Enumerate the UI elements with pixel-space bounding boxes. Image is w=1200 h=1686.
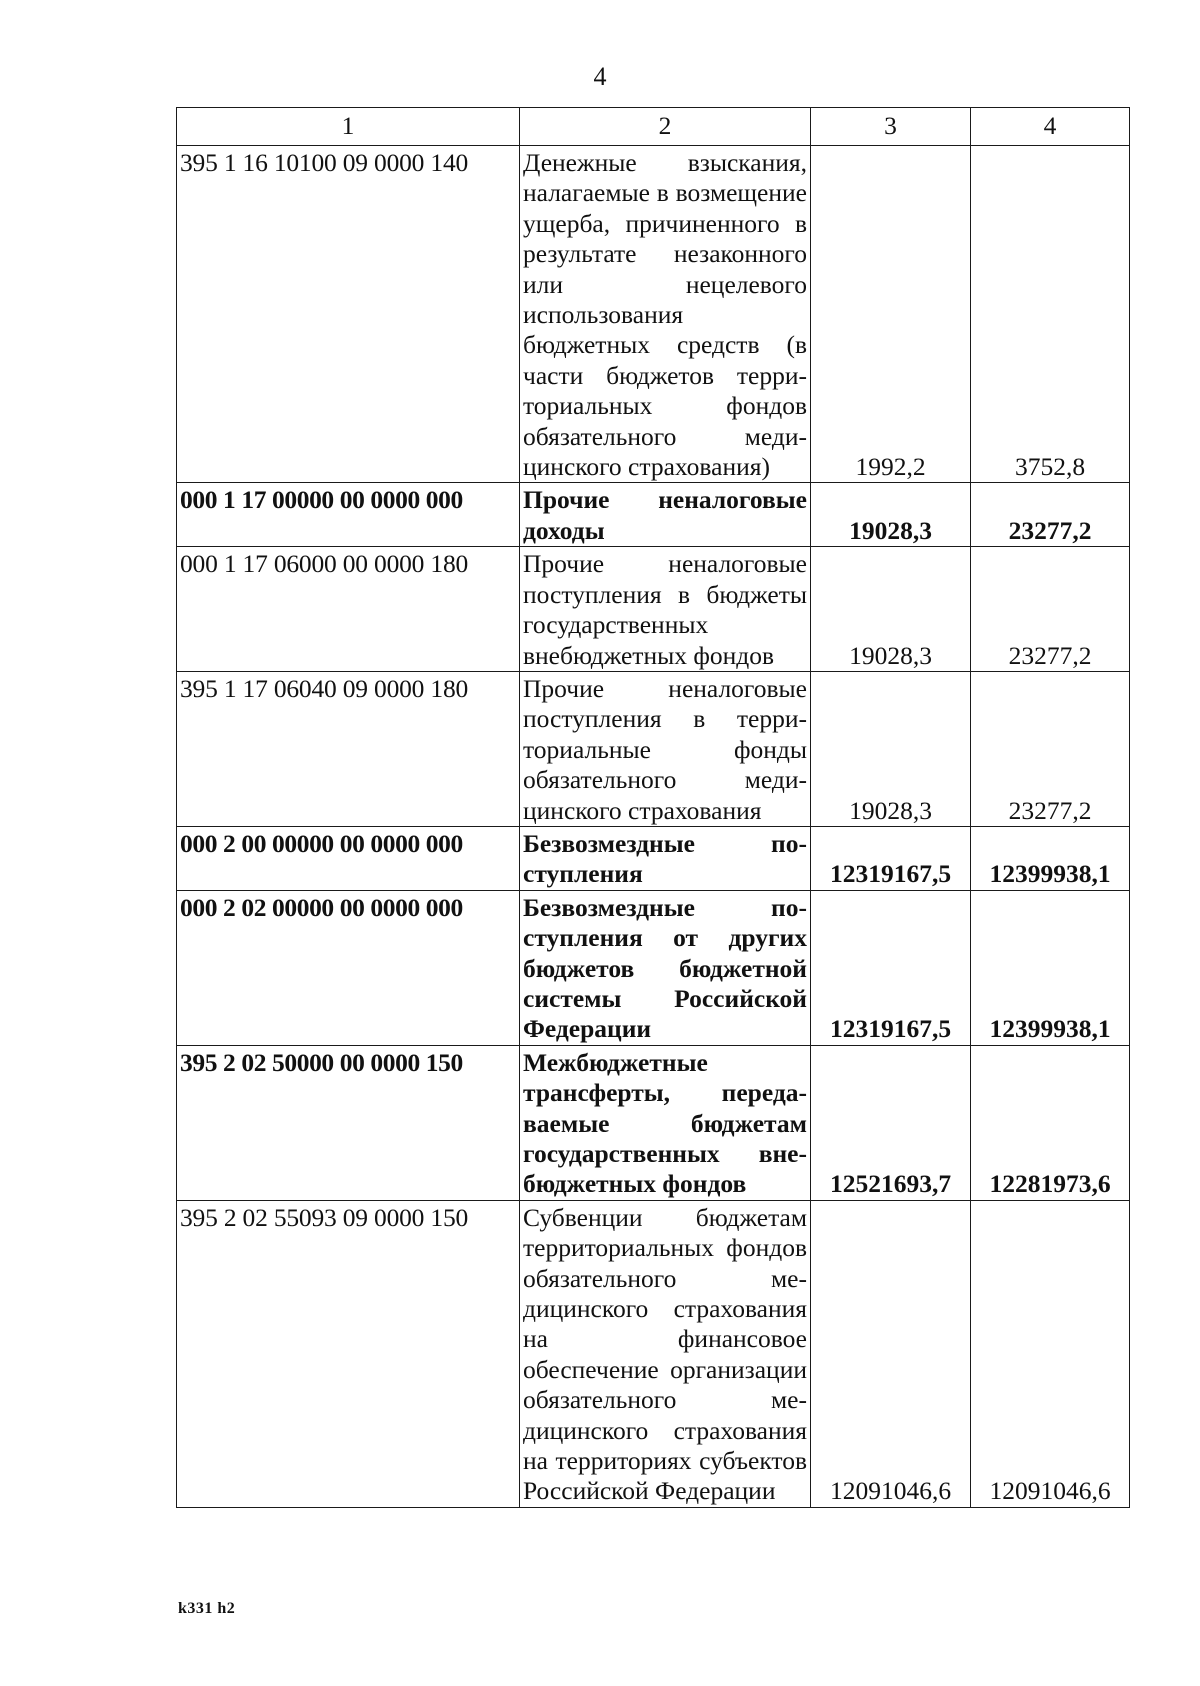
- table-row: [177, 890, 1130, 1045]
- table-row: [177, 483, 1130, 547]
- revenue-name-cell: Прочие неналоговые доходы: [520, 483, 811, 547]
- budget-code-cell: 395 1 16 10100 09 0000 140: [177, 146, 520, 483]
- value-column-4-cell: 12281973,6: [971, 1045, 1130, 1200]
- header-column-3: 3: [811, 108, 971, 146]
- value-column-3-cell: 19028,3: [811, 483, 971, 547]
- document-tag: k331 h2: [178, 1600, 236, 1617]
- header-column-2: 2: [520, 108, 811, 146]
- value-column-3-cell: 19028,3: [811, 671, 971, 826]
- value-column-4-cell: 3752,8: [971, 146, 1130, 483]
- budget-code-cell: 395 1 17 06040 09 0000 180: [177, 671, 520, 826]
- budget-code-cell: 000 1 17 00000 00 0000 000: [177, 483, 520, 547]
- header-column-1: 1: [177, 108, 520, 146]
- value-column-4-cell: 12399938,1: [971, 890, 1130, 1045]
- table-row: [177, 146, 1130, 483]
- value-column-3-cell: 12319167,5: [811, 890, 971, 1045]
- value-column-3-cell: 12521693,7: [811, 1045, 971, 1200]
- table-header-row: [177, 108, 1130, 146]
- revenue-name-cell: Субвенции бюджетам территориальных фондов обязательного медицинского страхования на финансовое обеспечение организации обязательного медицинского страхования на территориях субъектов Российской Федерации: [520, 1200, 811, 1507]
- value-column-3-cell: 12319167,5: [811, 826, 971, 890]
- revenue-name-cell: Прочие неналоговые поступления в бюджеты государственных внебюджетных фондов: [520, 547, 811, 672]
- value-column-3-cell: 1992,2: [811, 146, 971, 483]
- table-row: [177, 671, 1130, 826]
- revenue-name-cell: Прочие неналоговые поступления в территориальные фонды обязательного медицинского страхования: [520, 671, 811, 826]
- header-column-4: 4: [971, 108, 1130, 146]
- budget-code-cell: 395 2 02 55093 09 0000 150: [177, 1200, 520, 1507]
- value-column-3-cell: 19028,3: [811, 547, 971, 672]
- revenue-name-cell: Денежные взыскания, налагаемые в возмещение ущерба, причиненного в результате незаконного или нецелевого использования бюджетных средств (в части бюджетов территориальных фондов обязательного медицинского страхования): [520, 146, 811, 483]
- budget-code-cell: 000 1 17 06000 00 0000 180: [177, 547, 520, 672]
- table-row: [177, 1200, 1130, 1507]
- revenue-name-cell: Безвозмездные поступления: [520, 826, 811, 890]
- budget-code-cell: 395 2 02 50000 00 0000 150: [177, 1045, 520, 1200]
- budget-code-cell: 000 2 00 00000 00 0000 000: [177, 826, 520, 890]
- revenue-name-cell: Безвозмездные поступления от других бюджетов бюджетной системы Российской Федерации: [520, 890, 811, 1045]
- value-column-4-cell: 12399938,1: [971, 826, 1130, 890]
- budget-code-cell: 000 2 02 00000 00 0000 000: [177, 890, 520, 1045]
- budget-revenue-table: [176, 107, 1130, 1508]
- table-row: [177, 547, 1130, 672]
- table-row: [177, 1045, 1130, 1200]
- value-column-4-cell: 12091046,6: [971, 1200, 1130, 1507]
- value-column-3-cell: 12091046,6: [811, 1200, 971, 1507]
- revenue-name-cell: Межбюджетные трансферты, передаваемые бюджетам государственных внебюджетных фондов: [520, 1045, 811, 1200]
- page-number: 4: [593, 62, 607, 91]
- value-column-4-cell: 23277,2: [971, 483, 1130, 547]
- value-column-4-cell: 23277,2: [971, 671, 1130, 826]
- table-row: [177, 826, 1130, 890]
- value-column-4-cell: 23277,2: [971, 547, 1130, 672]
